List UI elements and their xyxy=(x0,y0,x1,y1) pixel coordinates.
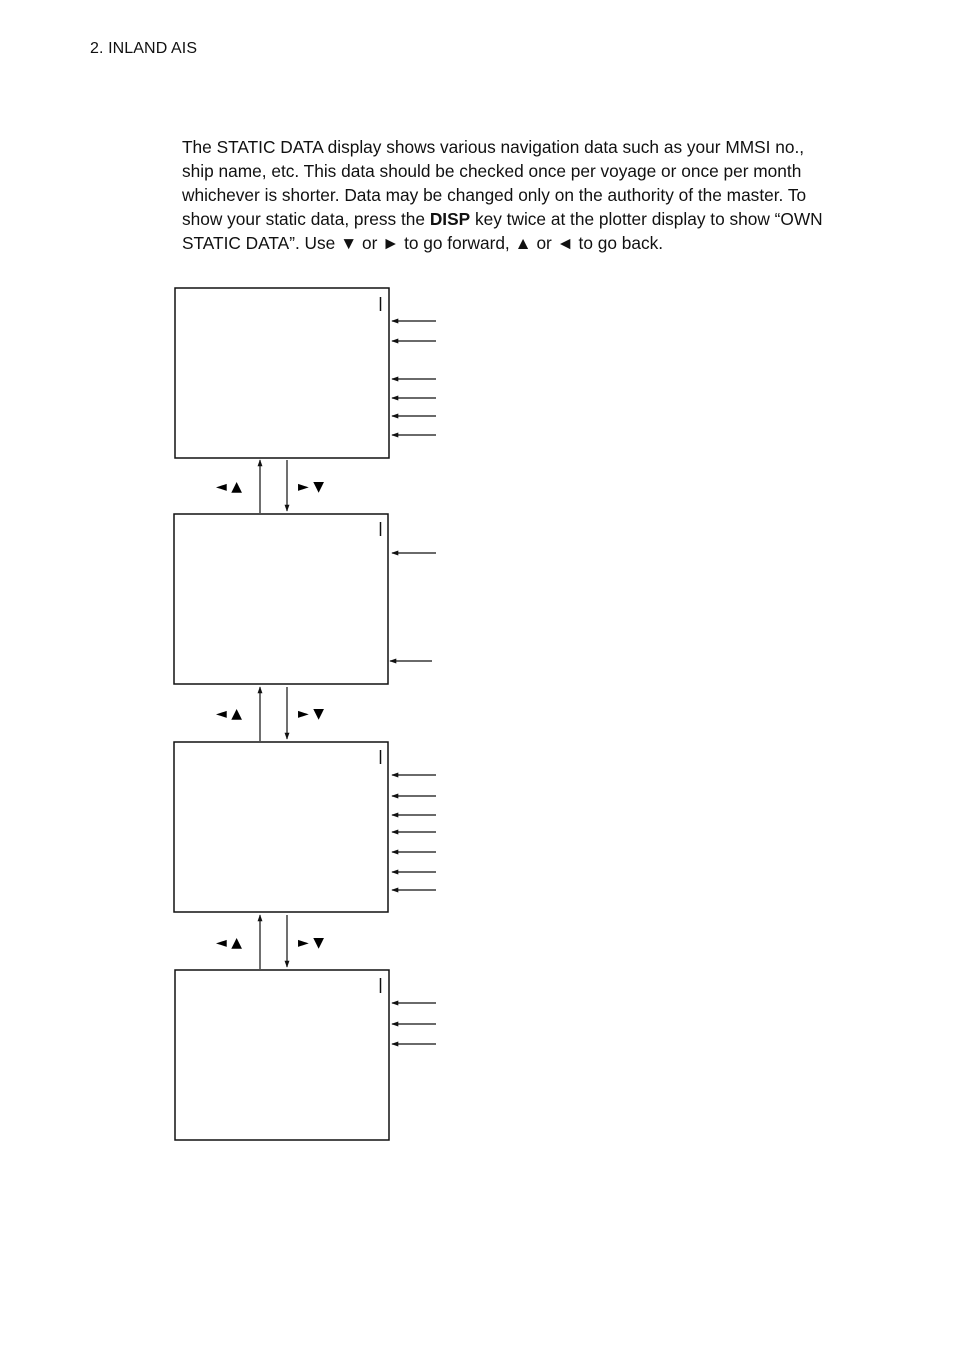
lcd-screen-frame xyxy=(174,742,388,912)
screen-2 xyxy=(174,514,436,684)
navigation-connector-2 xyxy=(216,687,324,741)
back-keys-label: ◄ ▲ xyxy=(216,479,242,495)
section-header: 2. INLAND AIS xyxy=(90,40,198,57)
screen-1 xyxy=(175,288,436,458)
forward-keys-label: ► ▼ xyxy=(298,479,324,495)
callout-arrows xyxy=(392,775,436,890)
forward-keys-label: ► ▼ xyxy=(298,935,324,951)
intro-text-before: The STATIC DATA display shows various navigation data such as your MMSI no., ship name, etc. This data should be checked once per voyage or once per month whichever is shorter. Data may be changed only on the authority of the master. To show your static data, press the xyxy=(182,137,807,229)
lcd-screen-frame xyxy=(174,514,388,684)
navigation-connector-1 xyxy=(216,460,324,513)
callout-arrows xyxy=(392,1003,436,1044)
callout-arrows xyxy=(392,321,436,435)
lcd-screen-frame xyxy=(175,970,389,1140)
disp-key-name: DISP xyxy=(429,209,471,229)
callout-arrows xyxy=(390,553,436,661)
back-keys-label: ◄ ▲ xyxy=(216,706,242,722)
intro-text-after: key twice at the plotter display to show “OWN STATIC DATA”. Use ▼ or ► to go forward, ▲ or ◄ to go back. xyxy=(182,209,823,253)
screen-3 xyxy=(174,742,436,912)
back-keys-label: ◄ ▲ xyxy=(216,935,242,951)
navigation-connector-3 xyxy=(216,915,324,969)
lcd-screen-frame xyxy=(175,288,389,458)
forward-keys-label: ► ▼ xyxy=(298,706,324,722)
screen-4 xyxy=(175,970,436,1140)
